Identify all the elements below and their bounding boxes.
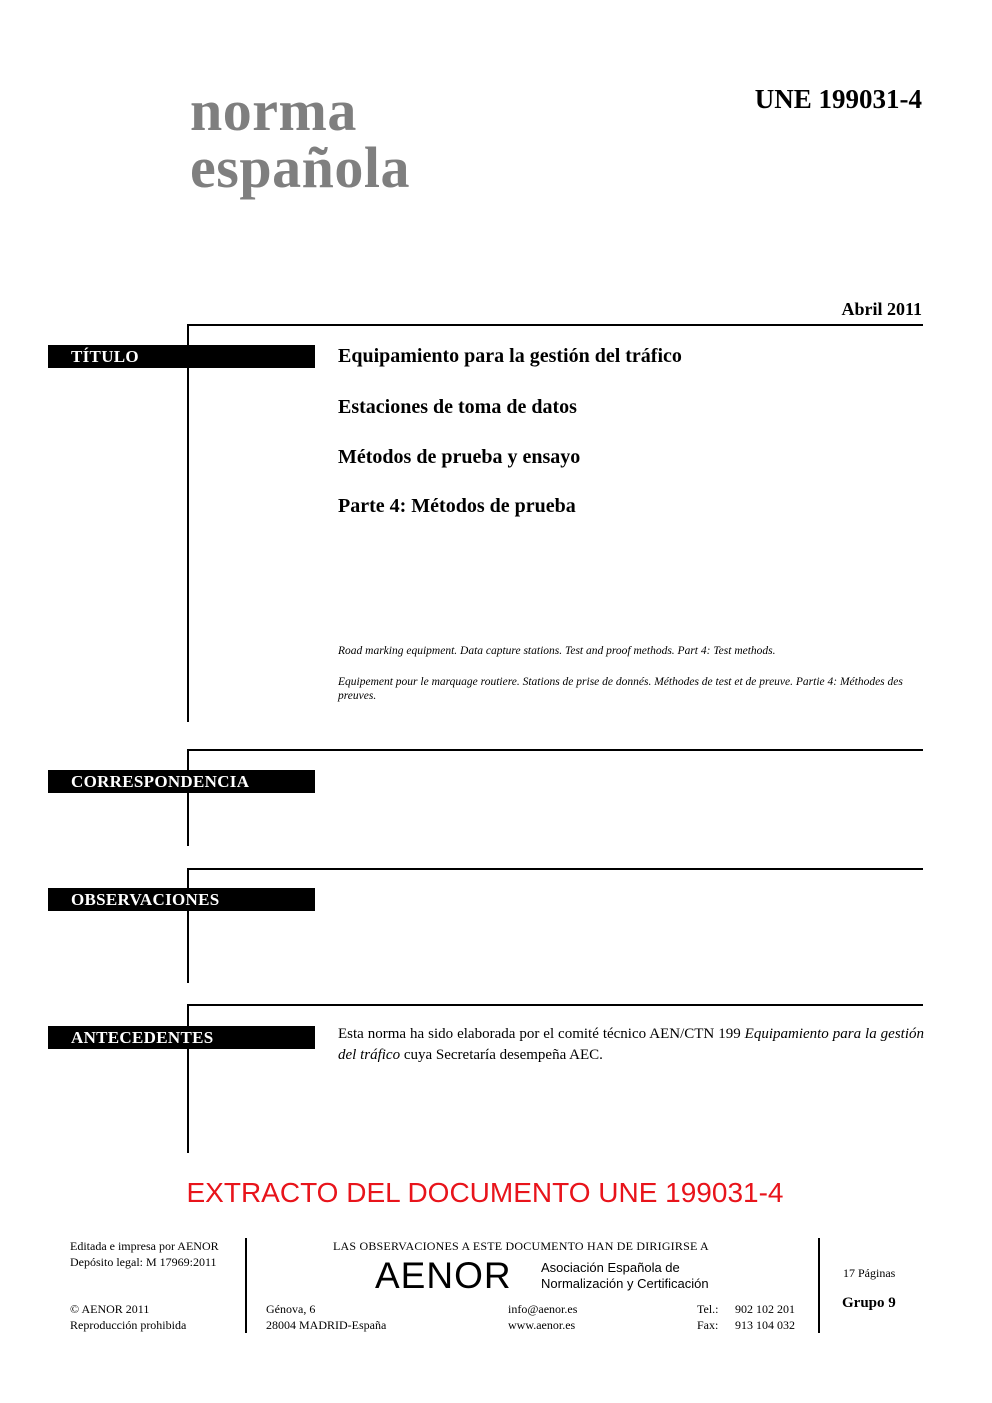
footer-contact-online bbox=[508, 1301, 577, 1333]
aenor-org-line-2: Normalización y Certificación bbox=[541, 1276, 709, 1291]
footer-address bbox=[266, 1301, 386, 1333]
footer-tel-label: Tel.: bbox=[697, 1302, 719, 1316]
footer-fax-value: 913 104 032 bbox=[735, 1318, 795, 1332]
correspondencia-label: CORRESPONDENCIA bbox=[48, 770, 315, 793]
title-line-4: Parte 4: Métodos de prueba bbox=[338, 495, 576, 517]
antecedentes-text bbox=[338, 1024, 924, 1066]
title-line-2: Estaciones de toma de datos bbox=[338, 396, 577, 418]
antecedentes-text-end: cuya Secretaría desempeña AEC. bbox=[400, 1047, 603, 1063]
footer-copyright: © AENOR 2011 bbox=[70, 1302, 150, 1316]
footer-email[interactable]: info@aenor.es bbox=[508, 1302, 578, 1316]
observaciones-label: OBSERVACIONES bbox=[48, 888, 315, 911]
standard-code: UNE 199031-4 bbox=[754, 84, 922, 114]
footer-group: Grupo 9 bbox=[842, 1295, 896, 1311]
title-line-1: Equipamiento para la gestión del tráfico bbox=[338, 345, 682, 367]
footer-deposit: Depósito legal: M 17969:2011 bbox=[70, 1255, 217, 1269]
title-line-3: Métodos de prueba y ensayo bbox=[338, 446, 581, 468]
aenor-org-line-1: Asociación Española de bbox=[541, 1260, 680, 1275]
titulo-side-rule bbox=[187, 324, 189, 722]
footer-observations-header: LAS OBSERVACIONES A ESTE DOCUMENTO HAN DE DIRIGIRSE A bbox=[333, 1239, 709, 1253]
footer-rights bbox=[70, 1301, 186, 1333]
footer-edition bbox=[70, 1238, 219, 1270]
titulo-top-rule bbox=[187, 324, 923, 326]
title-french: Equipement pour le marquage routiere. Stations de prise de donnés. Méthodes de test et de preuve. Partie 4: Méthodes des preuves. bbox=[338, 676, 903, 702]
publication-date: Abril 2011 bbox=[841, 299, 922, 319]
footer-phone-values bbox=[735, 1301, 795, 1333]
footer-reproduction: Reproducción prohibida bbox=[70, 1318, 187, 1332]
antecedentes-committee-name: Equipamiento para la gestión del tráfico bbox=[338, 1026, 924, 1063]
titulo-label: TÍTULO bbox=[48, 345, 315, 368]
correspondencia-top-rule bbox=[187, 749, 923, 751]
title-english: Road marking equipment. Data capture stations. Test and proof methods. Part 4: Test methods. bbox=[338, 645, 776, 657]
footer-address-line-1: Génova, 6 bbox=[266, 1302, 316, 1316]
brand-line-2: española bbox=[190, 135, 410, 200]
footer-divider-left bbox=[245, 1238, 247, 1333]
brand-line-1: norma bbox=[190, 78, 357, 143]
footer-fax-label: Fax: bbox=[697, 1318, 719, 1332]
footer-address-line-2: 28004 MADRID-España bbox=[266, 1318, 387, 1332]
footer-edited: Editada e impresa por AENOR bbox=[70, 1239, 219, 1253]
extract-notice: EXTRACTO DEL DOCUMENTO UNE 199031-4 bbox=[186, 1177, 784, 1208]
aenor-org-name bbox=[541, 1260, 709, 1292]
correspondencia-side-rule bbox=[187, 749, 189, 846]
antecedentes-top-rule bbox=[187, 1004, 923, 1006]
aenor-logo: AENOR bbox=[375, 1255, 512, 1296]
antecedentes-text-start: Esta norma ha sido elaborada por el comité técnico AEN/CTN 199 bbox=[338, 1026, 745, 1042]
observaciones-top-rule bbox=[187, 868, 923, 870]
footer-phone-labels bbox=[697, 1301, 719, 1333]
footer-divider-right bbox=[818, 1238, 820, 1333]
brand-title bbox=[190, 78, 410, 200]
footer-pages: 17 Páginas bbox=[843, 1266, 896, 1280]
footer-tel-value: 902 102 201 bbox=[735, 1302, 795, 1316]
antecedentes-label: ANTECEDENTES bbox=[48, 1026, 315, 1049]
observaciones-side-rule bbox=[187, 868, 189, 983]
footer-web[interactable]: www.aenor.es bbox=[508, 1318, 576, 1332]
